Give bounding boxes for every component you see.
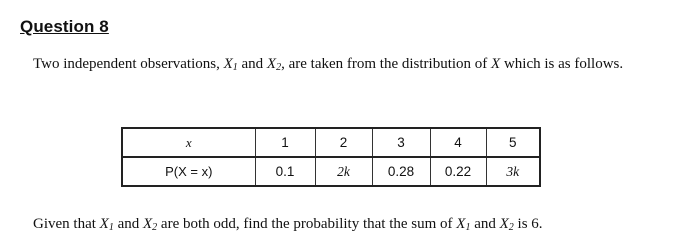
variable-x2: $X_2$ — [143, 216, 158, 233]
table-cell: 0.28 — [372, 157, 430, 186]
table-cell: 2k — [315, 157, 372, 186]
distribution-table — [121, 127, 541, 187]
table-cell: 0.22 — [430, 157, 486, 186]
table-cell: 5 — [486, 128, 540, 157]
table-cell: 0.1 — [255, 157, 315, 186]
table-cell: 1 — [255, 128, 315, 157]
question-text — [33, 216, 543, 233]
table-cell: 3 — [372, 128, 430, 157]
intro-paragraph — [33, 49, 663, 83]
intro-text-1: Two independent observations, — [33, 56, 224, 72]
table-cell: 4 — [430, 128, 486, 157]
intro-and: and — [237, 56, 267, 72]
question-text-1: Given that — [33, 216, 100, 232]
variable-x2: $X_2$ — [499, 216, 514, 233]
variable-x: X — [491, 56, 501, 72]
intro-text-3: which is as follows. — [500, 56, 624, 72]
table-row-probability — [122, 157, 540, 186]
question-text-2: are both odd, find the probability that the sum of — [157, 216, 457, 232]
question-and: and — [113, 216, 143, 232]
question-and: and — [470, 216, 500, 232]
variable-x2: $X_2$ — [266, 56, 282, 73]
variable-x1: $X_1$ — [99, 216, 114, 233]
variable-x1: $X_1$ — [456, 216, 471, 233]
table-row-x — [122, 128, 540, 157]
question-text-3: is 6. — [513, 216, 543, 232]
table-header-x: x — [122, 128, 255, 157]
table-cell: 3k — [486, 157, 540, 186]
question-heading: Question 8 — [20, 17, 109, 36]
variable-x1: $X_1$ — [223, 56, 238, 73]
intro-text-2: , are taken from the distribution of — [281, 56, 492, 72]
table-cell: 2 — [315, 128, 372, 157]
table-header-probability: P(X = x) — [122, 157, 255, 186]
